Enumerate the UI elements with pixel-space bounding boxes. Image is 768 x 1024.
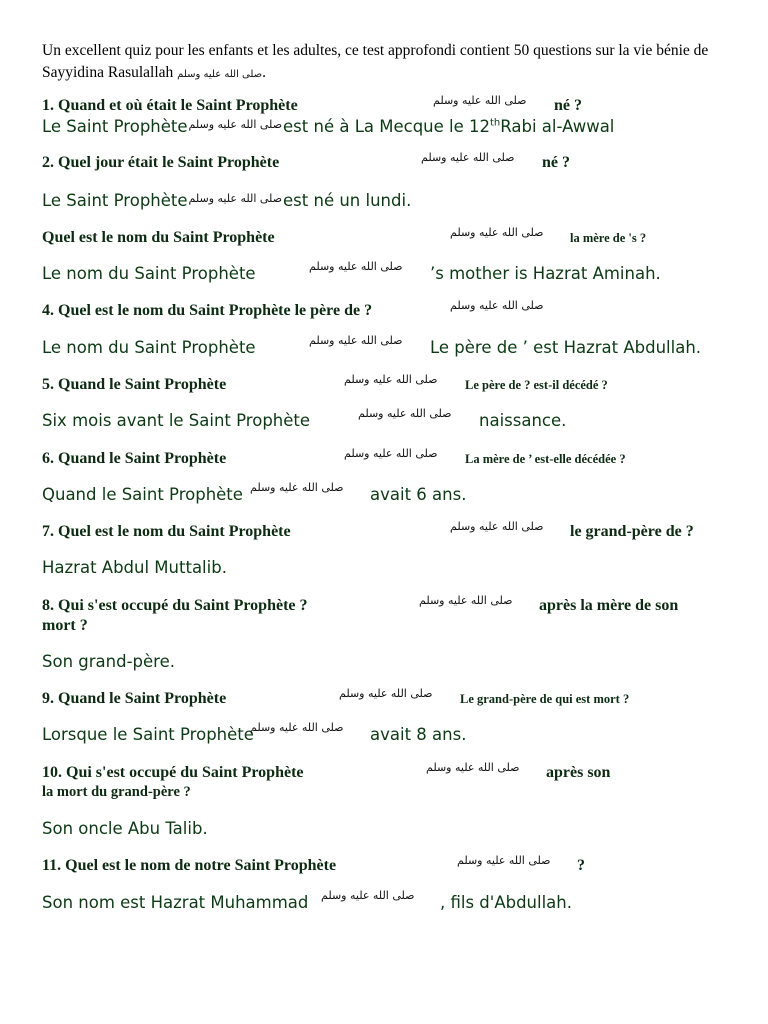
question-10-salawat: صلى الله عليه وسلم	[426, 761, 520, 774]
answer-9	[42, 721, 752, 744]
answer-2-salawat: صلى الله عليه وسلم	[188, 192, 283, 205]
intro-line-2: Sayyidina Rasulallah	[42, 64, 178, 81]
question-10-text: 10. Qui s'est occupé du Saint Prophète	[42, 764, 304, 781]
question-7-salawat: صلى الله عليه وسلم	[450, 520, 544, 533]
answer-7-text: Hazrat Abdul Muttalib.	[42, 558, 227, 577]
answer-2-end: est né un lundi.	[283, 191, 412, 210]
answer-5	[42, 407, 752, 430]
answer-6	[42, 481, 752, 504]
answer-10-text: Son oncle Abu Talib.	[42, 819, 208, 838]
answer-9-start: Lorsque le Saint Prophète	[42, 725, 254, 744]
question-11	[42, 854, 742, 875]
answer-4-start: Le nom du Saint Prophète	[42, 338, 256, 357]
question-5-salawat: صلى الله عليه وسلم	[344, 373, 438, 386]
answer-4-salawat: صلى الله عليه وسلم	[309, 334, 403, 347]
answer-6-salawat: صلى الله عليه وسلم	[250, 481, 344, 494]
intro-paragraph	[42, 40, 732, 86]
answer-11-salawat: صلى الله عليه وسلم	[321, 889, 415, 902]
question-9-text: 9. Quand le Saint Prophète	[42, 690, 227, 707]
answer-3	[42, 260, 752, 283]
answer-2	[42, 191, 752, 210]
answer-6-end: avait 6 ans.	[370, 485, 467, 504]
question-5	[42, 373, 742, 394]
answer-2-start: Le Saint Prophète	[42, 191, 188, 210]
question-2-text: 2. Quel jour était le Saint Prophète	[42, 154, 280, 171]
answer-11-start: Son nom est Hazrat Muhammad	[42, 893, 309, 912]
question-7-tail: le grand-père de ?	[570, 523, 694, 540]
answer-11-end: , fils d'Abdullah.	[440, 893, 572, 912]
intro-line-1: Un excellent quiz pour les enfants et les adultes, ce test approfondi contient 50 questions sur la vie bénie de	[42, 42, 709, 59]
answer-1-end: Rabi al-Awwal	[500, 117, 615, 136]
question-9	[42, 687, 742, 708]
answer-8	[42, 652, 752, 671]
question-11-salawat: صلى الله عليه وسلم	[457, 854, 551, 867]
question-10-tail: après son	[546, 764, 611, 781]
question-1-text: 1. Quand et où était le Saint Prophète	[42, 97, 298, 114]
question-9-tail: Le grand-père de qui est mort ?	[460, 692, 630, 706]
answer-9-end: avait 8 ans.	[370, 725, 467, 744]
question-10	[42, 761, 742, 800]
question-8	[42, 594, 742, 634]
answer-1-sup: th	[490, 117, 501, 129]
question-2	[42, 151, 742, 172]
answer-1-mid: est né à La Mecque le 12	[283, 117, 491, 136]
answer-9-salawat: صلى الله عليه وسلم	[250, 721, 344, 734]
question-1	[42, 94, 742, 115]
answer-3-salawat: صلى الله عليه وسلم	[309, 260, 403, 273]
answer-8-text: Son grand-père.	[42, 652, 175, 671]
answer-7	[42, 558, 752, 577]
question-11-text: 11. Quel est le nom de notre Saint Prophète	[42, 857, 337, 874]
question-2-salawat: صلى الله عليه وسلم	[421, 151, 515, 164]
question-11-tail: ?	[577, 857, 585, 874]
answer-5-end: naissance.	[479, 411, 567, 430]
question-1-salawat: صلى الله عليه وسلم	[433, 94, 527, 107]
question-4-text: 4. Quel est le nom du Saint Prophète le père de ?	[42, 302, 373, 319]
question-5-tail: Le père de ? est-il décédé ?	[465, 378, 608, 392]
answer-4	[42, 334, 752, 357]
question-1-tail: né ?	[554, 97, 582, 114]
intro-end: .	[262, 64, 267, 81]
question-7-text: 7. Quel est le nom du Saint Prophète	[42, 523, 291, 540]
question-8-tail: après la mère de son	[539, 597, 679, 614]
answer-5-start: Six mois avant le Saint Prophète	[42, 411, 311, 430]
question-8-line2: mort ?	[42, 617, 88, 634]
question-2-tail: né ?	[542, 154, 570, 171]
question-6	[42, 447, 742, 468]
answer-10	[42, 819, 752, 838]
answer-3-end: ’s mother is Hazrat Aminah.	[430, 264, 661, 283]
question-7	[42, 520, 742, 541]
question-3-text: Quel est le nom du Saint Prophète	[42, 229, 275, 246]
question-4-salawat: صلى الله عليه وسلم	[450, 299, 544, 312]
question-10-line2: la mort du grand-père ?	[42, 784, 191, 800]
question-4	[42, 299, 742, 320]
answer-11	[42, 889, 752, 912]
question-6-tail: La mère de ’ est-elle décédée ?	[465, 452, 626, 466]
answer-1	[42, 117, 752, 136]
answer-1-start: Le Saint Prophète	[42, 117, 188, 136]
question-3	[42, 226, 742, 247]
intro-salawat: صلى الله عليه وسلم	[177, 69, 263, 80]
question-6-salawat: صلى الله عليه وسلم	[344, 447, 438, 460]
question-8-text: 8. Qui s'est occupé du Saint Prophète ?	[42, 597, 308, 614]
question-5-text: 5. Quand le Saint Prophète	[42, 376, 227, 393]
answer-3-start: Le nom du Saint Prophète	[42, 264, 256, 283]
answer-4-end: Le père de ’ est Hazrat Abdullah.	[430, 338, 702, 357]
question-3-tail: la mère de 's ?	[570, 231, 647, 245]
answer-5-salawat: صلى الله عليه وسلم	[358, 407, 452, 420]
answer-6-start: Quand le Saint Prophète	[42, 485, 243, 504]
question-6-text: 6. Quand le Saint Prophète	[42, 450, 227, 467]
question-3-salawat: صلى الله عليه وسلم	[450, 226, 544, 239]
answer-1-salawat: صلى الله عليه وسلم	[188, 118, 283, 131]
question-9-salawat: صلى الله عليه وسلم	[339, 687, 433, 700]
question-8-salawat: صلى الله عليه وسلم	[419, 594, 513, 607]
